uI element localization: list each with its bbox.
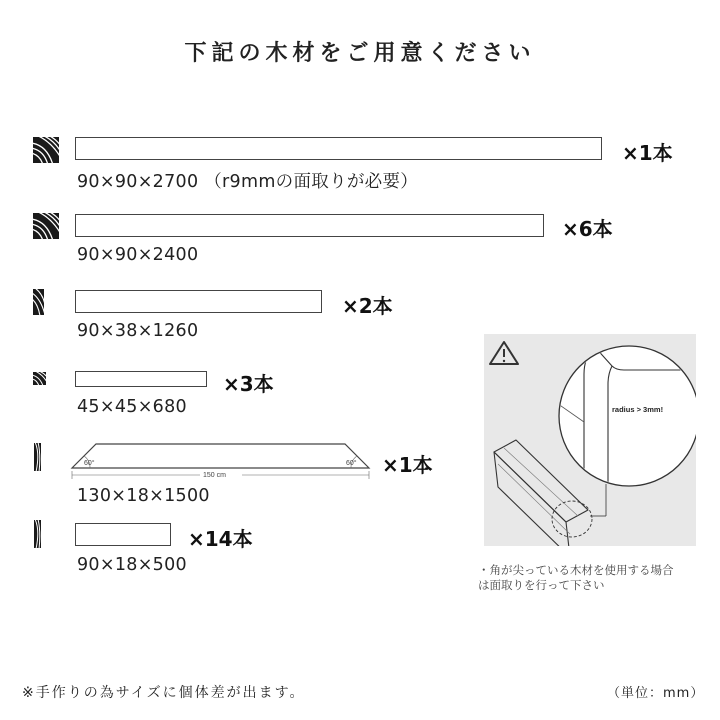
dimensions-3: 90×38×1260 bbox=[77, 321, 199, 341]
callout-note-line-1: ・角が尖っている木材を使用する場合 bbox=[478, 563, 674, 577]
board-1 bbox=[75, 137, 602, 160]
angle-left-label: 60° bbox=[84, 460, 95, 467]
wood-grain-icon bbox=[34, 443, 41, 471]
length-label: 150 cm bbox=[203, 472, 226, 479]
trapezoid-board bbox=[70, 440, 375, 480]
chamfer-illustration bbox=[484, 334, 696, 546]
wood-grain-icon bbox=[33, 137, 59, 163]
dimensions-2: 90×90×2400 bbox=[77, 245, 199, 265]
dimensions-5: 130×18×1500 bbox=[77, 486, 210, 506]
unit-label: （単位：mm） bbox=[607, 686, 705, 701]
page-title: 下記の木材をご用意ください bbox=[184, 41, 536, 66]
wood-grain-icon bbox=[33, 372, 46, 385]
board-2 bbox=[75, 214, 544, 237]
board-3 bbox=[75, 290, 322, 313]
radius-label: radius > 3mm! bbox=[612, 405, 664, 414]
quantity-6: ×14本 bbox=[188, 527, 253, 551]
quantity-5: ×1本 bbox=[382, 453, 433, 477]
quantity-1: ×1本 bbox=[622, 141, 673, 165]
board-6 bbox=[75, 523, 171, 546]
quantity-4: ×3本 bbox=[223, 372, 274, 396]
warning-icon bbox=[490, 342, 518, 364]
wood-grain-icon bbox=[34, 520, 41, 548]
dimensions-4: 45×45×680 bbox=[77, 397, 187, 417]
chamfer-illustration-panel bbox=[484, 334, 696, 546]
dimensions-1: 90×90×2700 （r9mmの面取りが必要） bbox=[77, 172, 419, 192]
callout-note-line-2: は面取りを行って下さい bbox=[478, 578, 605, 592]
wood-grain-icon bbox=[33, 213, 59, 239]
handmade-disclaimer: ※手作りの為サイズに個体差が出ます。 bbox=[22, 685, 306, 701]
quantity-3: ×2本 bbox=[342, 294, 393, 318]
dimensions-6: 90×18×500 bbox=[77, 555, 187, 575]
quantity-2: ×6本 bbox=[562, 217, 613, 241]
board-4 bbox=[75, 371, 207, 387]
angle-right-label: 60° bbox=[346, 460, 357, 467]
wood-grain-icon bbox=[33, 289, 44, 315]
